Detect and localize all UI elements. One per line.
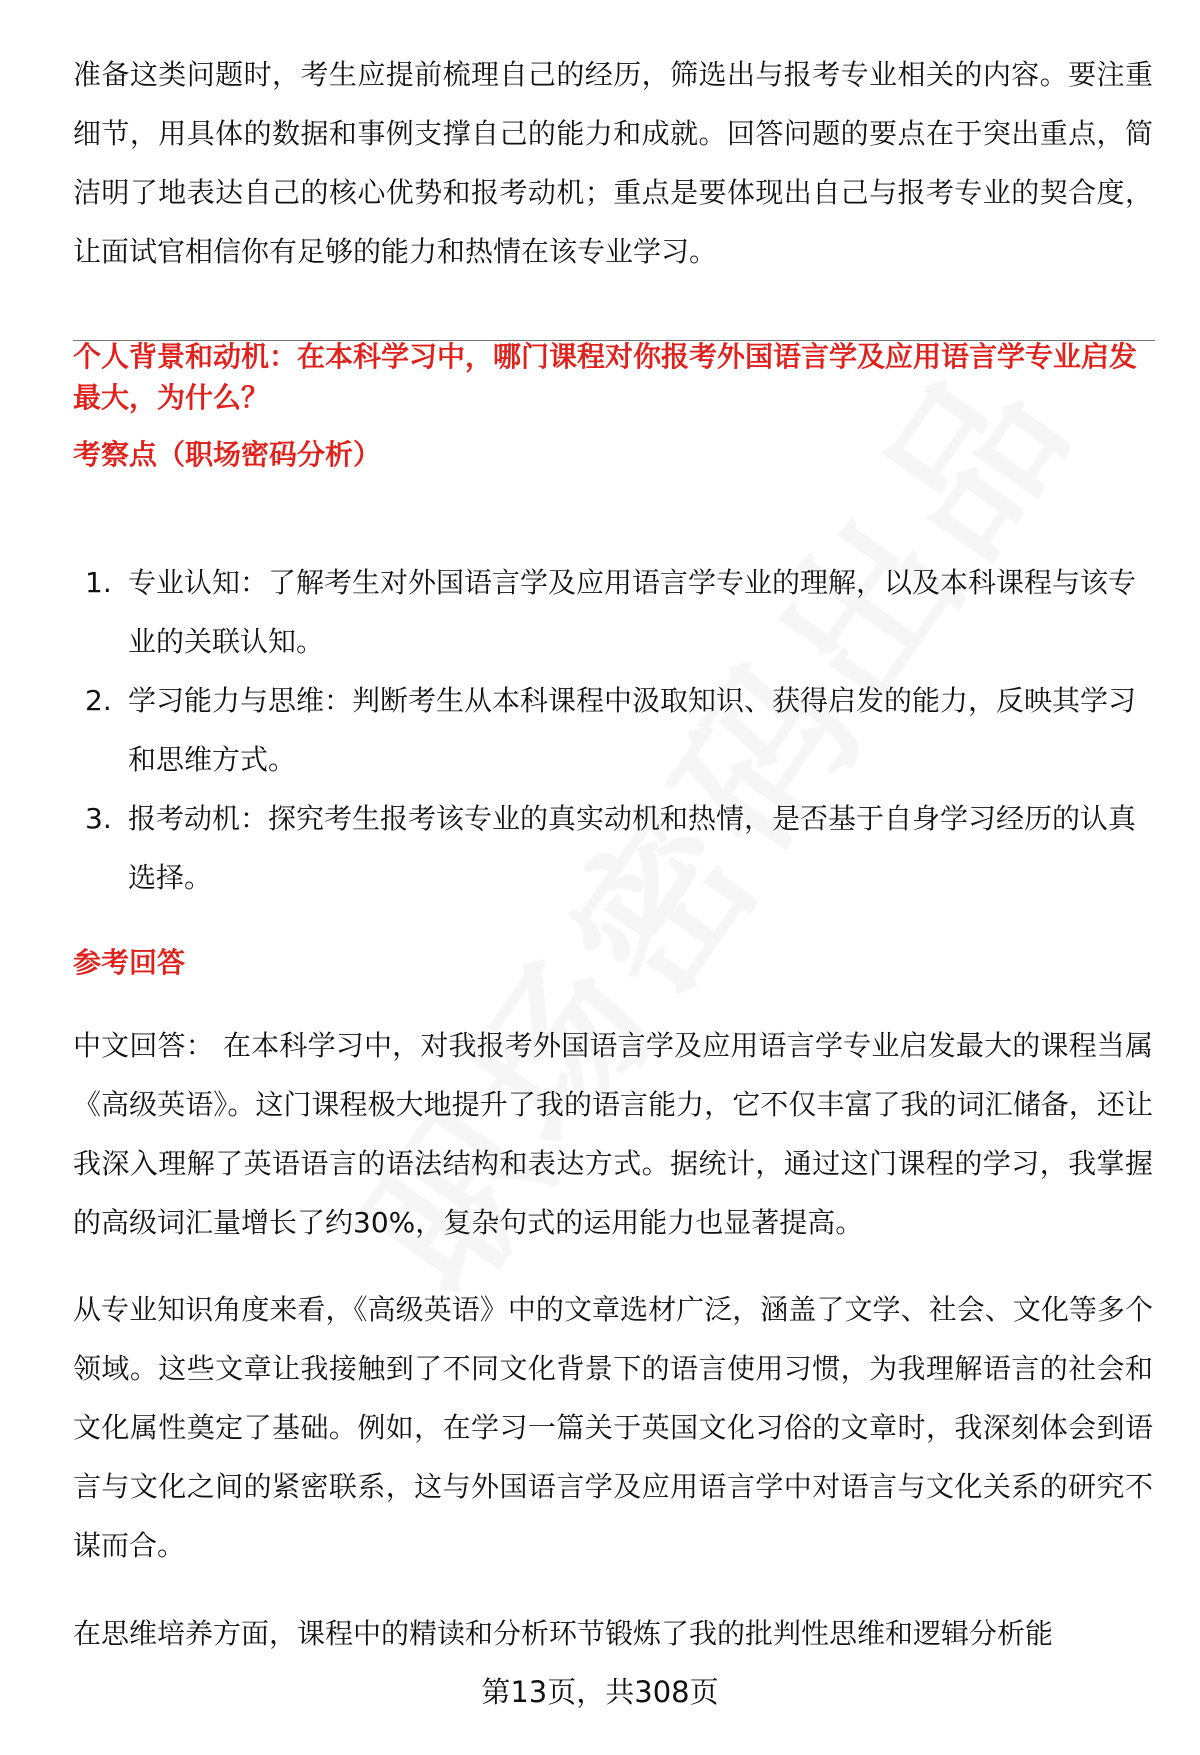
list-item-text: 专业认知：了解考生对外国语言学及应用语言学专业的理解，以及本科课程与该专业的关联认知。	[128, 566, 1137, 658]
intro-paragraph: 准备这类问题时，考生应提前梳理自己的经历，筛选出与报考专业相关的内容。要注重细节，用具体的数据和事例支撑自己的能力和成就。回答问题的要点在于突出重点，简洁明了地表达自己的核心优势和报考动机；重点是要体现出自己与报考专业的契合度，让面试官相信你有足够的能力和热情在该专业学习。	[73, 58, 1153, 268]
list-item	[73, 671, 1153, 789]
answer-heading: 参考回答	[73, 946, 186, 979]
analysis-heading: 考察点（职场密码分析）	[73, 438, 382, 471]
list-item	[73, 553, 1153, 671]
list-item	[73, 789, 1153, 907]
answer-paragraph: 在思维培养方面，课程中的精读和分析环节锻炼了我的批判性思维和逻辑分析能	[73, 1617, 1054, 1650]
page-footer: 第13页，共308页	[481, 1675, 719, 1709]
list-item-text: 学习能力与思维：判断考生从本科课程中汲取知识、获得启发的能力，反映其学习和思维方式。	[128, 684, 1137, 776]
answer-paragraph: 中文回答： 在本科学习中，对我报考外国语言学及应用语言学专业启发最大的课程当属《高级英语》。这门课程极大地提升了我的语言能力，它不仅丰富了我的词汇储备，还让我深入理解了英语语言的语法结构和表达方式。据统计，通过这门课程的学习，我掌握的高级词汇量增长了约30%，复杂句式的运用能力也显著提高。	[73, 1029, 1153, 1239]
list-item-number: 1.	[85, 566, 112, 599]
list-item-number: 2.	[85, 684, 112, 717]
analysis-points-list	[73, 553, 1153, 907]
answer-paragraph: 从专业知识角度来看，《高级英语》中的文章选材广泛，涵盖了文学、社会、文化等多个领域。这些文章让我接触到了不同文化背景下的语言使用习惯，为我理解语言的社会和文化属性奠定了基础。例如，在学习一篇关于英国文化习俗的文章时，我深刻体会到语言与文化之间的紧密联系，这与外国语言学及应用语言学中对语言与文化关系的研究不谋而合。	[73, 1293, 1153, 1562]
list-item-number: 3.	[85, 802, 112, 835]
list-item-text: 报考动机：探究考生报考该专业的真实动机和热情，是否基于自身学习经历的认真选择。	[128, 802, 1137, 894]
question-heading: 个人背景和动机：在本科学习中，哪门课程对你报考外国语言学及应用语言学专业启发最大，为什么？	[73, 340, 1138, 414]
